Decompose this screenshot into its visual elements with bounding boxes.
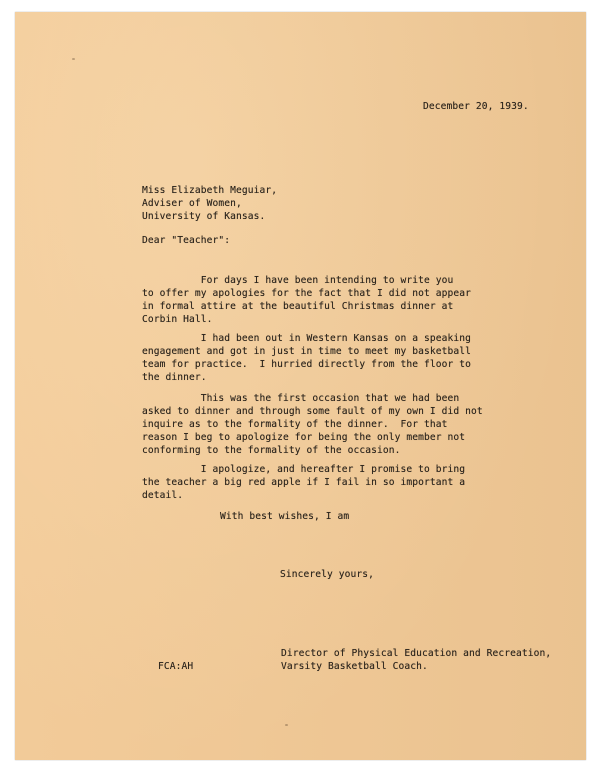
paragraph-4 [142,463,465,502]
signature-line: Director of Physical Education and Recreation, [281,648,552,659]
paragraph-line: reason I beg to apologize for being the only member not [142,432,466,443]
complimentary-close: Sincerely yours, [280,569,375,580]
salutation: Dear "Teacher": [142,235,231,246]
paragraph-3 [142,392,483,457]
paper-speck [72,58,75,60]
paper-speck [285,724,288,726]
paragraph-2 [142,332,471,384]
best-wishes: With best wishes, I am [220,511,350,522]
paragraph-line: This was the first occasion that we had been [142,393,460,404]
paragraph-line: to offer my apologies for the fact that I did not appear [142,288,472,299]
letter-page [15,12,586,760]
paragraph-line: team for practice. I hurried directly from the floor to [142,359,472,370]
paragraph-line: I apologize, and hereafter I promise to bring [142,464,466,475]
letter-date: December 20, 1939. [423,101,529,112]
paragraph-line: inquire as to the formality of the dinner. For that [142,419,448,430]
paragraph-line: asked to dinner and through some fault of my own I did not [142,406,483,417]
address-line: University of Kansas. [142,211,266,222]
paragraph-line: in formal attire at the beautiful Christmas dinner at [142,301,454,312]
paragraph-line: I had been out in Western Kansas on a speaking [142,333,472,344]
address-line: Adviser of Women, [142,198,242,209]
signature-line: Varsity Basketball Coach. [281,661,428,672]
paragraph-line: engagement and got in just in time to meet my basketball [142,346,472,357]
reference-initials: FCA:AH [158,661,194,672]
signature-block [281,647,551,673]
paragraph-1 [142,274,471,326]
paragraph-line: the dinner. [142,372,207,383]
recipient-address [142,184,277,223]
paragraph-line: the teacher a big red apple if I fail in so important a [142,477,466,488]
paragraph-line: Corbin Hall. [142,314,213,325]
paragraph-line: conforming to the formality of the occasion. [142,445,401,456]
address-line: Miss Elizabeth Meguiar, [142,185,278,196]
paragraph-line: For days I have been intending to write you [142,275,454,286]
paragraph-line: detail. [142,490,184,501]
